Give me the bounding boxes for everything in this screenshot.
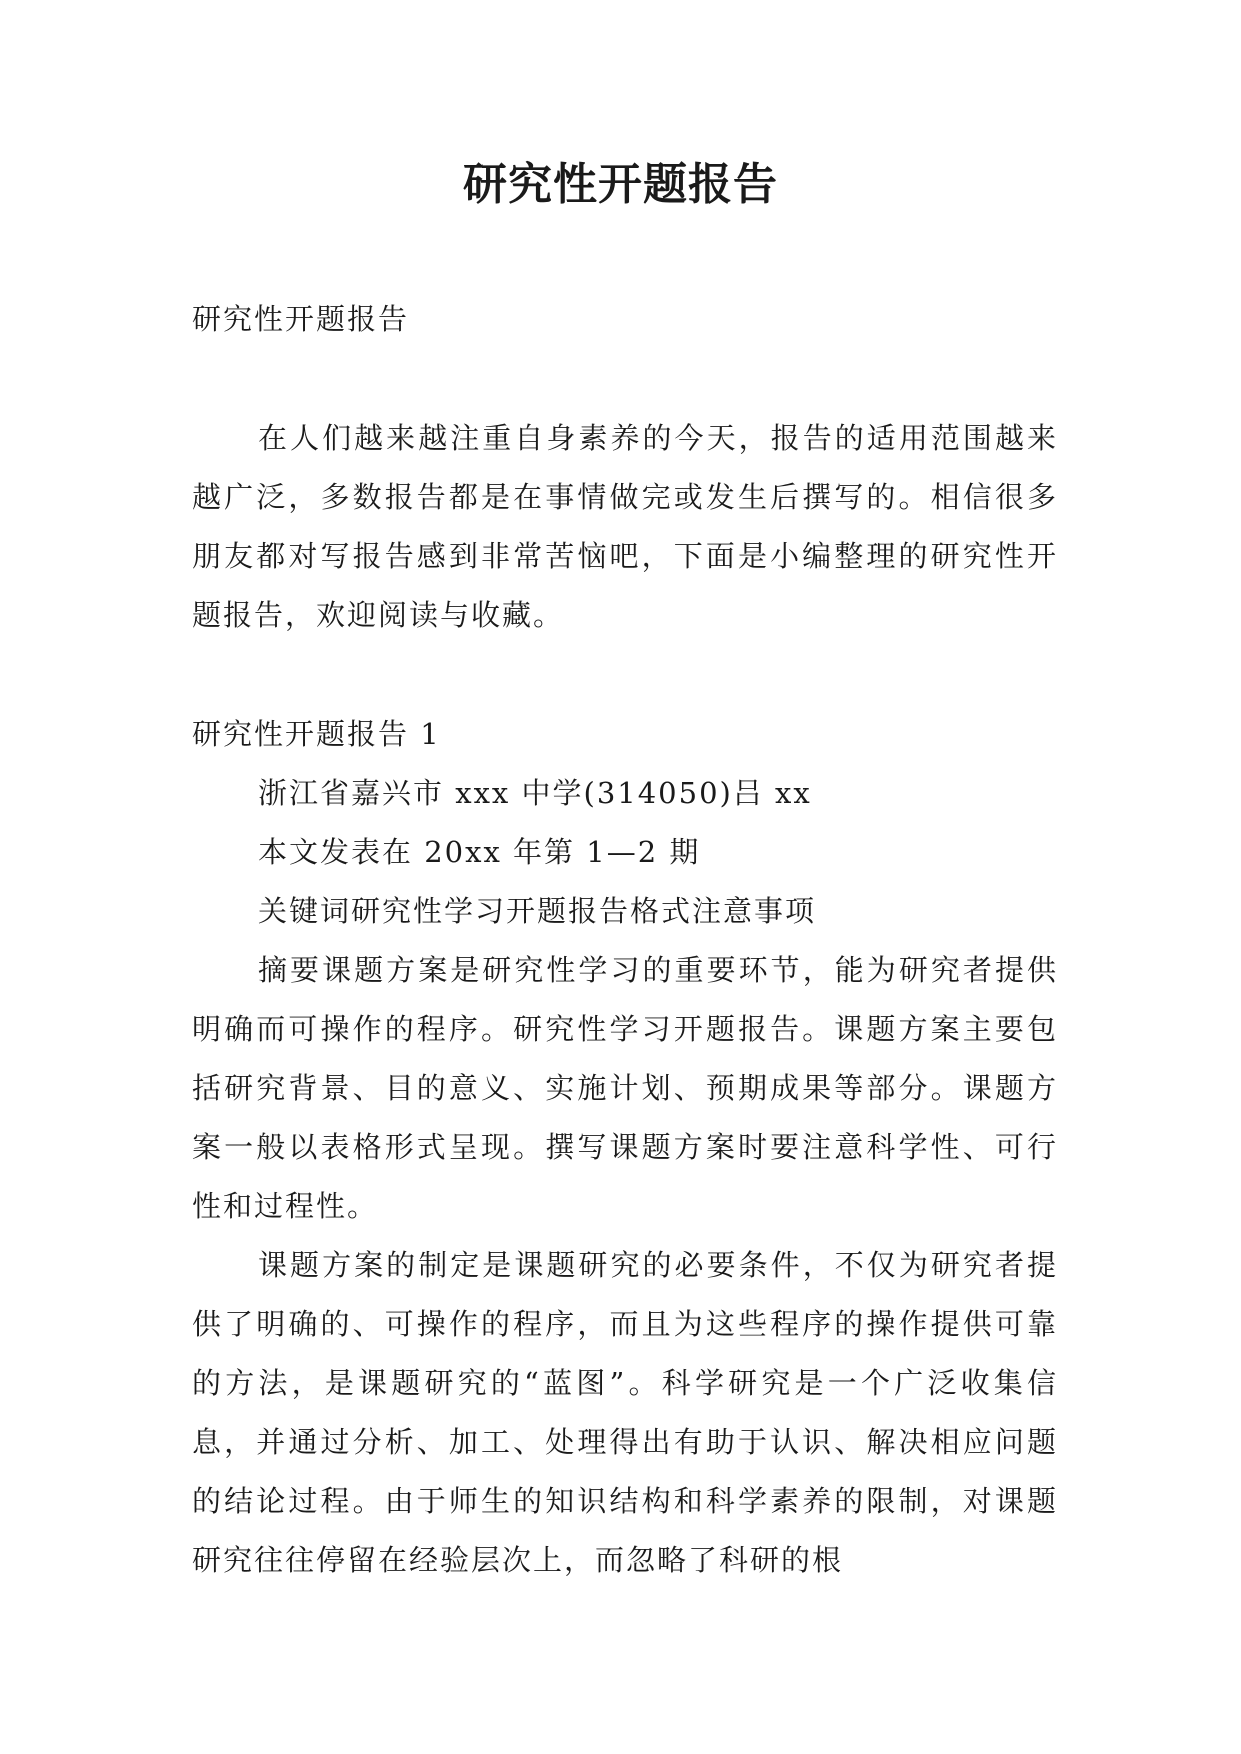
- document-body: [192, 290, 1058, 1590]
- body-paragraph: 课题方案的制定是课题研究的必要条件，不仅为研究者提供了明确的、可操作的程序，而且为这些程序的操作提供可靠的方法，是课题研究的“蓝图”。科学研究是一个广泛收集信息，并通过分析、加工、处理得出有助于认识、解决相应问题的结论过程。由于师生的知识结构和科学素养的限制，对课题研究往往停留在经验层次上，而忽略了科研的根: [192, 1248, 1058, 1577]
- publish-line: 本文发表在 20xx 年第 1—2 期: [258, 835, 701, 869]
- abstract-paragraph: 摘要课题方案是研究性学习的重要环节，能为研究者提供明确而可操作的程序。研究性学习开题报告。课题方案主要包括研究背景、目的意义、实施计划、预期成果等部分。课题方案一般以表格形式呈现。撰写课题方案时要注意科学性、可行性和过程性。: [192, 953, 1058, 1223]
- document-title: 研究性开题报告: [463, 159, 778, 210]
- intro-paragraph: 在人们越来越注重自身素养的今天，报告的适用范围越来越广泛，多数报告都是在事情做完或发生后撰写的。相信很多朋友都对写报告感到非常苦恼吧，下面是小编整理的研究性开题报告，欢迎阅读与收藏。: [192, 421, 1058, 632]
- keywords-line: 关键词研究性学习开题报告格式注意事项: [258, 894, 817, 928]
- subtitle: 研究性开题报告: [192, 302, 410, 336]
- author-line: 浙江省嘉兴市 xxx 中学(314050)吕 xx: [258, 776, 812, 810]
- section-heading: 研究性开题报告 1: [192, 717, 441, 751]
